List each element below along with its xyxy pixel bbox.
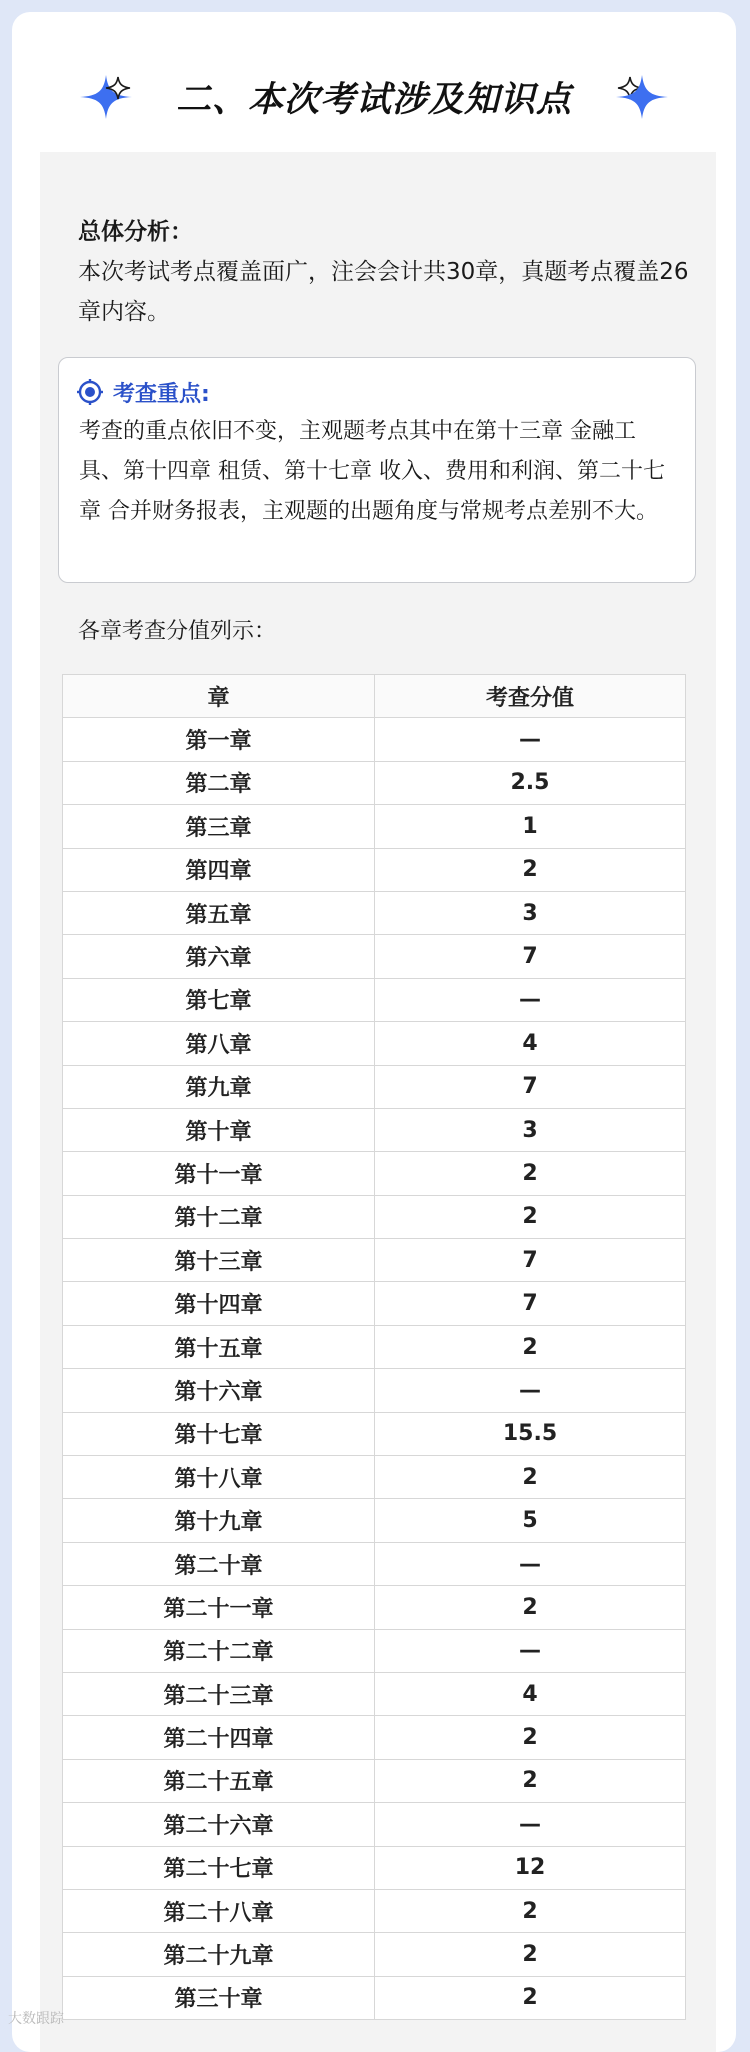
chapter-cell: 第二十七章 <box>63 1846 375 1889</box>
target-icon <box>77 379 103 405</box>
chapter-cell: 第二十四章 <box>63 1716 375 1759</box>
chapter-cell: 第一章 <box>63 718 375 761</box>
table-row <box>63 1412 686 1455</box>
table-row <box>63 1846 686 1889</box>
focus-text: 考查的重点依旧不变，主观题考点其中在第十三章 金融工具、第十四章 租赁、第十七章 收入、费用和利润、第二十七章 合并财务报表，主观题的出题角度与常规考点差别不大。 <box>79 419 665 524</box>
content-card <box>12 12 736 2052</box>
chapter-cell: 第十六章 <box>63 1369 375 1412</box>
table-row <box>63 1369 686 1412</box>
score-cell: 2 <box>375 1152 686 1195</box>
score-cell: 1 <box>375 805 686 848</box>
score-cell: 2.5 <box>375 761 686 804</box>
score-cell: 2 <box>375 1759 686 1802</box>
score-cell: — <box>375 1629 686 1672</box>
table-header-row <box>63 675 686 718</box>
chapter-cell: 第三章 <box>63 805 375 848</box>
table-row <box>63 1889 686 1932</box>
score-cell: 4 <box>375 1022 686 1065</box>
chapter-cell: 第六章 <box>63 935 375 978</box>
table-row <box>63 1629 686 1672</box>
summary-text: 本次考试考点覆盖面广，注会会计共30章，真题考点覆盖26章内容。 <box>78 259 689 325</box>
table-row <box>63 1976 686 2019</box>
chapter-cell: 第二章 <box>63 761 375 804</box>
table-row <box>63 848 686 891</box>
table-row <box>63 891 686 934</box>
table-row <box>63 761 686 804</box>
table-row <box>63 1325 686 1368</box>
score-table <box>62 674 686 2020</box>
chapter-cell: 第十一章 <box>63 1152 375 1195</box>
score-cell: — <box>375 718 686 761</box>
chapter-cell: 第九章 <box>63 1065 375 1108</box>
chapter-cell: 第十四章 <box>63 1282 375 1325</box>
chapter-cell: 第二十六章 <box>63 1803 375 1846</box>
table-row <box>63 805 686 848</box>
chapter-cell: 第二十九章 <box>63 1933 375 1976</box>
chapter-cell: 第十三章 <box>63 1239 375 1282</box>
chapter-cell: 第七章 <box>63 978 375 1021</box>
score-cell: 4 <box>375 1672 686 1715</box>
summary-label: 总体分析： <box>78 219 193 245</box>
score-cell: 3 <box>375 891 686 934</box>
table-row <box>63 1456 686 1499</box>
column-header-score: 考查分值 <box>375 675 686 718</box>
score-cell: 2 <box>375 848 686 891</box>
chapter-cell: 第四章 <box>63 848 375 891</box>
list-caption: 各章考查分值列示： <box>78 619 277 644</box>
score-cell: 7 <box>375 935 686 978</box>
chapter-cell: 第二十二章 <box>63 1629 375 1672</box>
score-cell: 2 <box>375 1456 686 1499</box>
table-row <box>63 1499 686 1542</box>
watermark: 大数跟踪 <box>8 2011 64 2027</box>
score-cell: — <box>375 1803 686 1846</box>
chapter-cell: 第八章 <box>63 1022 375 1065</box>
score-cell: 2 <box>375 1889 686 1932</box>
score-cell: 3 <box>375 1108 686 1151</box>
chapter-cell: 第十二章 <box>63 1195 375 1238</box>
chapter-cell: 第十五章 <box>63 1325 375 1368</box>
chapter-cell: 第二十一章 <box>63 1586 375 1629</box>
chapter-cell: 第二十五章 <box>63 1759 375 1802</box>
table-row <box>63 1586 686 1629</box>
table-row <box>63 1239 686 1282</box>
focus-title: 考查重点: <box>113 381 210 407</box>
table-row <box>63 1108 686 1151</box>
content-panel <box>40 152 716 2052</box>
score-cell: 2 <box>375 1716 686 1759</box>
score-cell: 2 <box>375 1976 686 2019</box>
chapter-cell: 第十七章 <box>63 1412 375 1455</box>
score-cell: — <box>375 1542 686 1585</box>
sparkle-icon <box>610 71 670 123</box>
score-cell: 2 <box>375 1195 686 1238</box>
summary-section <box>78 212 698 332</box>
score-cell: 7 <box>375 1239 686 1282</box>
table-row <box>63 1672 686 1715</box>
score-cell: 7 <box>375 1282 686 1325</box>
chapter-cell: 第二十八章 <box>63 1889 375 1932</box>
chapter-cell: 第三十章 <box>63 1976 375 2019</box>
table-row <box>63 978 686 1021</box>
focus-heading <box>77 372 210 412</box>
score-cell: 2 <box>375 1586 686 1629</box>
table-row <box>63 1933 686 1976</box>
table-row <box>63 1022 686 1065</box>
score-cell: 15.5 <box>375 1412 686 1455</box>
score-cell: 5 <box>375 1499 686 1542</box>
table-row <box>63 1803 686 1846</box>
chapter-cell: 第二十章 <box>63 1542 375 1585</box>
focus-box <box>58 357 696 583</box>
table-row <box>63 1542 686 1585</box>
score-cell: — <box>375 978 686 1021</box>
score-cell: 2 <box>375 1325 686 1368</box>
score-cell: — <box>375 1369 686 1412</box>
chapter-cell: 第十章 <box>63 1108 375 1151</box>
chapter-cell: 第五章 <box>63 891 375 934</box>
score-cell: 12 <box>375 1846 686 1889</box>
table-row <box>63 1282 686 1325</box>
chapter-cell: 第二十三章 <box>63 1672 375 1715</box>
table-row <box>63 718 686 761</box>
column-header-chapter: 章 <box>63 675 375 718</box>
table-row <box>63 1195 686 1238</box>
section-header <box>12 62 736 132</box>
table-row <box>63 1152 686 1195</box>
table-row <box>63 1759 686 1802</box>
table-row <box>63 1065 686 1108</box>
sparkle-icon <box>78 71 138 123</box>
score-cell: 7 <box>375 1065 686 1108</box>
table-row <box>63 935 686 978</box>
score-cell: 2 <box>375 1933 686 1976</box>
page-title: 二、本次考试涉及知识点 <box>175 80 572 120</box>
table-row <box>63 1716 686 1759</box>
table-body <box>63 718 686 2020</box>
chapter-cell: 第十八章 <box>63 1456 375 1499</box>
chapter-cell: 第十九章 <box>63 1499 375 1542</box>
